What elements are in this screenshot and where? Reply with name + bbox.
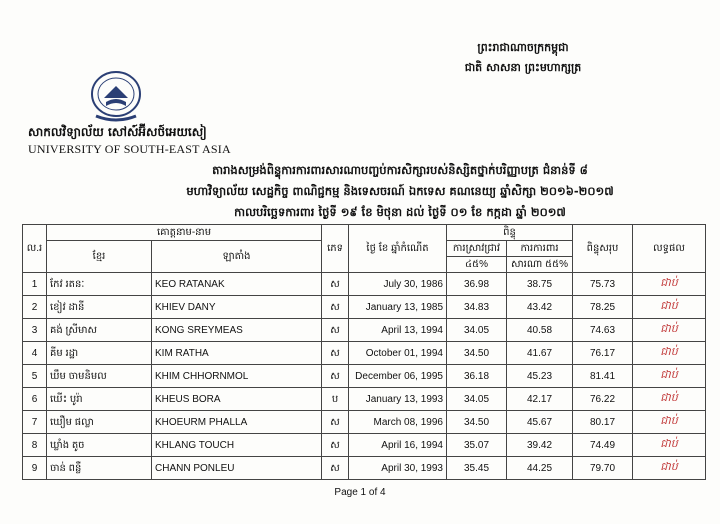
cell-report: 35.45: [447, 457, 507, 480]
header-defense: ការការពារ: [507, 241, 573, 257]
table-row: [23, 365, 706, 388]
cell-no: 3: [23, 319, 47, 342]
cell-no: 7: [23, 411, 47, 434]
university-logo-icon: [84, 68, 148, 124]
university-name-khmer: សាកលវិទ្យាល័យ សៅស៍អ៊ីសថ៍អេយសៀ: [28, 125, 207, 139]
cell-no: 8: [23, 434, 47, 457]
cell-sex: ស: [322, 319, 349, 342]
title-line-2: មហាវិទ្យាល័យ សេដ្ឋកិច្ច ពាណិជ្ជកម្ម និងទេសចរណ៍ ឯកទេស គណនេយ្យ ឆ្នាំសិក្សា ២០១៦-២០១៧: [186, 184, 614, 198]
cell-dob: March 08, 1996: [349, 411, 447, 434]
cell-dob: January 13, 1993: [349, 388, 447, 411]
cell-khmer-name: ខៀវ ដានី: [47, 296, 152, 319]
cell-sex: ស: [322, 342, 349, 365]
cell-latin-name: CHANN PONLEU: [152, 457, 322, 480]
header-signature: លទ្ធផល: [633, 225, 706, 273]
table-row: [23, 457, 706, 480]
kingdom-motto: ជាតិ សាសនា ព្រះមហាក្សត្រ: [464, 61, 582, 74]
title-line-3: កាលបរិច្ឆេទការពារ ថ្ងៃទី ១៩ ខែ មិថុនា ដល់ ថ្ងៃទី ០១ ខែ កក្កដា ឆ្នាំ ២០១៧: [234, 205, 566, 219]
cell-report: 36.98: [447, 273, 507, 296]
cell-signature: ជាប់: [633, 319, 706, 342]
cell-defense: 44.25: [507, 457, 573, 480]
kingdom-name: ព្រះរាជាណាចក្រកម្ពុជា: [477, 41, 569, 54]
table-row: [23, 434, 706, 457]
cell-signature: ជាប់: [633, 365, 706, 388]
cell-no: 5: [23, 365, 47, 388]
cell-total: 80.17: [573, 411, 633, 434]
cell-report: 35.07: [447, 434, 507, 457]
cell-latin-name: KHLANG TOUCH: [152, 434, 322, 457]
cell-khmer-name: គីម រដ្ឋា: [47, 342, 152, 365]
cell-latin-name: KHIM CHHORNMOL: [152, 365, 322, 388]
cell-dob: April 16, 1994: [349, 434, 447, 457]
cell-sex: ស: [322, 434, 349, 457]
header-total: ពិន្ទុសរុប: [573, 225, 633, 273]
title-line-1: តារាងសម្រង់ពិន្ទុការការពារសារណាបញ្ចប់ការសិក្សារបស់និស្សិតថ្នាក់បរិញ្ញាបត្រ ជំនាន់ទី ៨: [212, 163, 588, 177]
cell-sex: ស: [322, 273, 349, 296]
cell-total: 79.70: [573, 457, 633, 480]
header-name-group: គោត្តនាម-នាម: [47, 225, 322, 241]
cell-total: 74.49: [573, 434, 633, 457]
cell-khmer-name: កែវ រតនៈ: [47, 273, 152, 296]
cell-total: 76.22: [573, 388, 633, 411]
cell-report: 34.83: [447, 296, 507, 319]
cell-khmer-name: ចាន់ ពន្លឺ: [47, 457, 152, 480]
cell-no: 2: [23, 296, 47, 319]
header-report: ការស្រាវជ្រាវ: [447, 241, 507, 257]
cell-sex: ស: [322, 457, 349, 480]
cell-dob: December 06, 1995: [349, 365, 447, 388]
document-title: [140, 160, 660, 223]
table-row: [23, 342, 706, 365]
cell-signature: ជាប់: [633, 411, 706, 434]
header-score-group: ពិន្ទុ: [447, 225, 573, 241]
kingdom-header: [448, 38, 598, 78]
cell-dob: April 30, 1993: [349, 457, 447, 480]
cell-defense: 45.67: [507, 411, 573, 434]
cell-report: 34.05: [447, 388, 507, 411]
table-row: [23, 388, 706, 411]
results-table: [22, 224, 706, 480]
cell-no: 6: [23, 388, 47, 411]
cell-sex: ស: [322, 411, 349, 434]
cell-signature: ជាប់: [633, 342, 706, 365]
cell-signature: ជាប់: [633, 273, 706, 296]
cell-defense: 45.23: [507, 365, 573, 388]
cell-sex: ស: [322, 365, 349, 388]
cell-no: 9: [23, 457, 47, 480]
cell-signature: ជាប់: [633, 296, 706, 319]
cell-dob: October 01, 1994: [349, 342, 447, 365]
cell-defense: 43.42: [507, 296, 573, 319]
header-defense-sub: សារណា ៥៥%: [507, 257, 573, 273]
cell-report: 36.18: [447, 365, 507, 388]
cell-khmer-name: ឃឿម ផល្លា: [47, 411, 152, 434]
page-number: Page 1 of 4: [334, 487, 386, 498]
cell-total: 76.17: [573, 342, 633, 365]
cell-dob: April 13, 1994: [349, 319, 447, 342]
cell-report: 34.05: [447, 319, 507, 342]
cell-defense: 39.42: [507, 434, 573, 457]
cell-total: 78.25: [573, 296, 633, 319]
table-row: [23, 319, 706, 342]
cell-dob: January 13, 1985: [349, 296, 447, 319]
cell-total: 75.73: [573, 273, 633, 296]
cell-report: 34.50: [447, 342, 507, 365]
cell-sex: ស: [322, 296, 349, 319]
cell-total: 81.41: [573, 365, 633, 388]
cell-latin-name: KONG SREYMEAS: [152, 319, 322, 342]
cell-defense: 40.58: [507, 319, 573, 342]
table-row: [23, 296, 706, 319]
header-no: ល.រ: [23, 225, 47, 273]
cell-total: 74.63: [573, 319, 633, 342]
header-dob: ថ្ងៃ ខែ ឆ្នាំកំណើត: [349, 225, 447, 273]
cell-signature: ជាប់: [633, 388, 706, 411]
cell-latin-name: KHOEURM PHALLA: [152, 411, 322, 434]
header-report-pct: ៤៥%: [447, 257, 507, 273]
cell-defense: 42.17: [507, 388, 573, 411]
header-sex: ភេទ: [322, 225, 349, 273]
header-latin: ឡាតាំង: [152, 241, 322, 273]
cell-report: 34.50: [447, 411, 507, 434]
cell-no: 4: [23, 342, 47, 365]
cell-latin-name: KHIEV DANY: [152, 296, 322, 319]
cell-khmer-name: គង់ ស្រីមាស: [47, 319, 152, 342]
cell-dob: July 30, 1986: [349, 273, 447, 296]
table-row: [23, 273, 706, 296]
cell-khmer-name: ឃឹម ចាមនិមល: [47, 365, 152, 388]
header-khmer: ខ្មែរ: [47, 241, 152, 273]
cell-latin-name: KEO RATANAK: [152, 273, 322, 296]
cell-defense: 41.67: [507, 342, 573, 365]
cell-signature: ជាប់: [633, 434, 706, 457]
cell-signature: ជាប់: [633, 457, 706, 480]
table-row: [23, 411, 706, 434]
cell-latin-name: KHEUS BORA: [152, 388, 322, 411]
cell-latin-name: KIM RATHA: [152, 342, 322, 365]
cell-khmer-name: ឃើះ បូរ៉ា: [47, 388, 152, 411]
cell-no: 1: [23, 273, 47, 296]
university-name-english: UNIVERSITY OF SOUTH-EAST ASIA: [28, 142, 231, 156]
cell-khmer-name: ឃ្លាំង តូច: [47, 434, 152, 457]
cell-sex: ប: [322, 388, 349, 411]
cell-defense: 38.75: [507, 273, 573, 296]
